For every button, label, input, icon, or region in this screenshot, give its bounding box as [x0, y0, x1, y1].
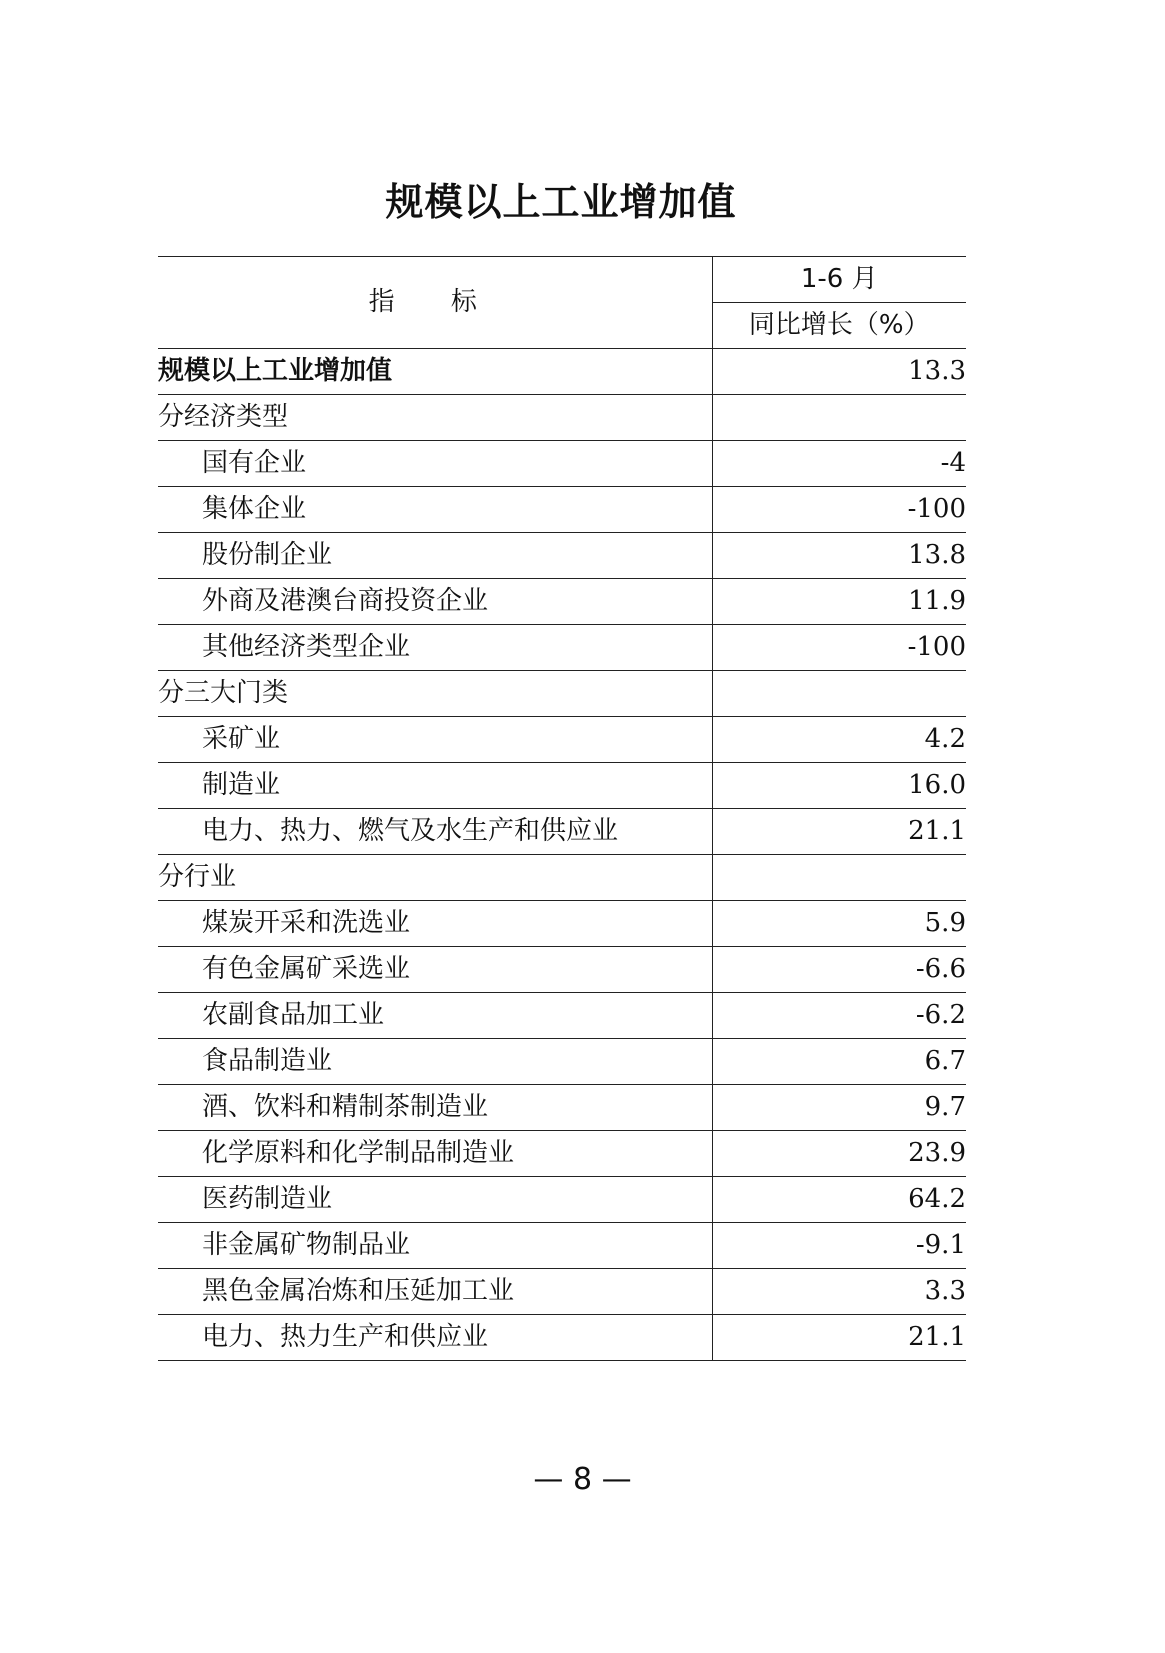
row-label: 黑色金属冶炼和压延加工业: [158, 1269, 712, 1315]
row-value: -100: [712, 487, 966, 533]
table-row: [158, 1085, 966, 1131]
row-label: 医药制造业: [158, 1177, 712, 1223]
page-number: — 8 —: [533, 1462, 632, 1497]
table-row: [158, 671, 966, 717]
table-row: [158, 625, 966, 671]
table-row: [158, 533, 966, 579]
table-row: [158, 487, 966, 533]
table-row: [158, 395, 966, 441]
row-value: 11.9: [712, 579, 966, 625]
row-value: -6.6: [712, 947, 966, 993]
row-label: 化学原料和化学制品制造业: [158, 1131, 712, 1177]
table-row: [158, 809, 966, 855]
table-row: [158, 947, 966, 993]
row-label: 非金属矿物制品业: [158, 1223, 712, 1269]
row-label: 股份制企业: [158, 533, 712, 579]
table-row: [158, 349, 966, 395]
row-value: 6.7: [712, 1039, 966, 1085]
row-label: 采矿业: [158, 717, 712, 763]
row-value: -9.1: [712, 1223, 966, 1269]
row-label: 电力、热力、燃气及水生产和供应业: [158, 809, 712, 855]
header-row: [158, 257, 966, 303]
row-value: 4.2: [712, 717, 966, 763]
row-value: 3.3: [712, 1269, 966, 1315]
row-label: 国有企业: [158, 441, 712, 487]
table-row: [158, 1315, 966, 1361]
table-row: [158, 1269, 966, 1315]
table-row: [158, 579, 966, 625]
row-value: 9.7: [712, 1085, 966, 1131]
row-value: 5.9: [712, 901, 966, 947]
row-value: [712, 395, 966, 441]
row-label: 电力、热力生产和供应业: [158, 1315, 712, 1361]
table-row: [158, 1177, 966, 1223]
table-row: [158, 1131, 966, 1177]
row-value: 13.8: [712, 533, 966, 579]
table-row: [158, 763, 966, 809]
table-row: [158, 717, 966, 763]
row-value: [712, 671, 966, 717]
table-row: [158, 1223, 966, 1269]
table-row: [158, 993, 966, 1039]
row-value: 13.3: [712, 349, 966, 395]
row-label: 有色金属矿采选业: [158, 947, 712, 993]
row-value: [712, 855, 966, 901]
table-row: [158, 441, 966, 487]
row-label: 分行业: [158, 855, 712, 901]
unit-column-header: 同比增长（%）: [712, 303, 966, 349]
row-value: -4: [712, 441, 966, 487]
row-label: 食品制造业: [158, 1039, 712, 1085]
row-label: 规模以上工业增加值: [158, 349, 712, 395]
row-value: -100: [712, 625, 966, 671]
row-value: 21.1: [712, 809, 966, 855]
table-row: [158, 855, 966, 901]
row-label: 酒、饮料和精制茶制造业: [158, 1085, 712, 1131]
row-label: 分经济类型: [158, 395, 712, 441]
table-body: [158, 349, 966, 1361]
row-label: 煤炭开采和洗选业: [158, 901, 712, 947]
row-label: 分三大门类: [158, 671, 712, 717]
table-row: [158, 1039, 966, 1085]
row-value: 16.0: [712, 763, 966, 809]
row-value: 23.9: [712, 1131, 966, 1177]
row-value: 21.1: [712, 1315, 966, 1361]
page-title: 规模以上工业增加值: [385, 180, 737, 224]
row-label: 其他经济类型企业: [158, 625, 712, 671]
row-value: 64.2: [712, 1177, 966, 1223]
row-label: 外商及港澳台商投资企业: [158, 579, 712, 625]
period-column-header: 1-6 月: [712, 257, 966, 303]
row-value: -6.2: [712, 993, 966, 1039]
table-header: [158, 257, 966, 349]
indicator-column-header: 指 标: [158, 257, 712, 349]
row-label: 集体企业: [158, 487, 712, 533]
row-label: 农副食品加工业: [158, 993, 712, 1039]
row-label: 制造业: [158, 763, 712, 809]
table-row: [158, 901, 966, 947]
statistics-table: [158, 256, 966, 1361]
